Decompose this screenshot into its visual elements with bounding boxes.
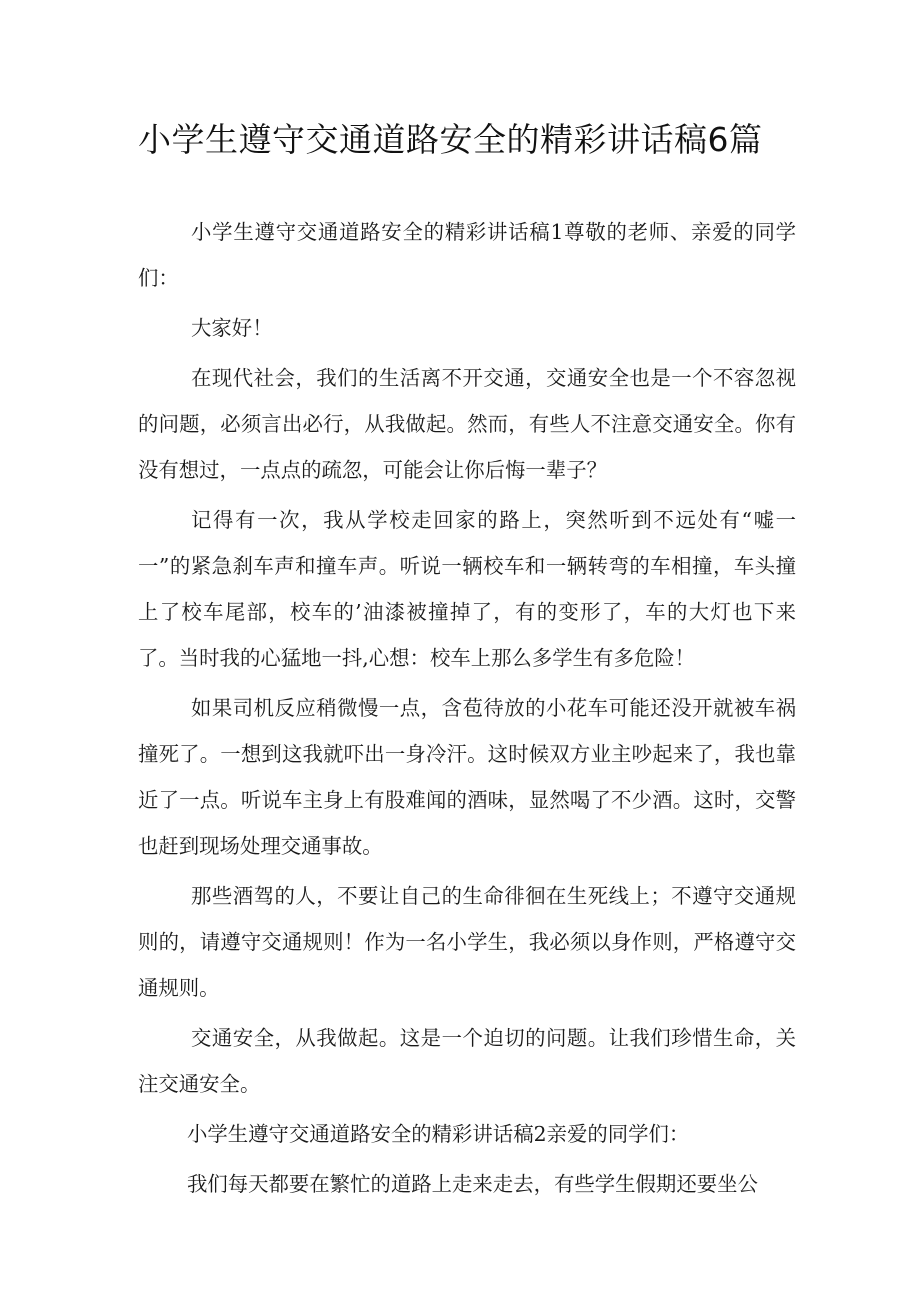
paragraph-4: 记得有一次，我从学校走回家的路上，突然听到不远处有“嘘一一”的紧急刹车声和撞车声。听说一辆校车和一辆转弯的车相撞，车头撞上了校车尾部，校车的’油漆被撞掉了，有的变形了，车的大灯也下来了。当时我的心猛地一抖,心想：校车上那么多学生有多危险！ bbox=[138, 508, 796, 670]
paragraph-2: 大家好！ bbox=[191, 316, 273, 340]
document-title: 小学生遵守交通道路安全的精彩讲话稿6篇 bbox=[138, 120, 763, 159]
document-body bbox=[138, 209, 796, 1211]
paragraph-7: 交通安全，从我做起。这是一个迫切的问题。让我们珍惜生命，关注交通安全。 bbox=[138, 1026, 796, 1096]
paragraph-8: 小学生遵守交通道路安全的精彩讲话稿2亲爱的同学们： bbox=[186, 1122, 690, 1146]
paragraph-3: 在现代社会，我们的生活离不开交通，交通安全也是一个不容忽视的问题，必须言出必行，从我做起。然而，有些人不注意交通安全。你有没有想过，一点点的疏忽，可能会让你后悔一辈子？ bbox=[138, 366, 796, 482]
paragraph-6: 那些酒驾的人，不要让自己的生命徘徊在生死线上；不遵守交通规则的，请遵守交通规则！作为一名小学生，我必须以身作则，严格遵守交通规则。 bbox=[138, 884, 796, 1000]
paragraph-5: 如果司机反应稍微慢一点，含苞待放的小花车可能还没开就被车祸撞死了。一想到这我就吓出一身冷汗。这时候双方业主吵起来了，我也靠近了一点。听说车主身上有股难闻的酒味，显然喝了不少酒。这时，交警也赶到现场处理交通事故。 bbox=[138, 696, 796, 858]
paragraph-9: 我们每天都要在繁忙的道路上走来走去，有些学生假期还要坐公 bbox=[186, 1172, 758, 1196]
paragraph-1: 小学生遵守交通道路安全的精彩讲话稿1尊敬的老师、亲爱的同学们： bbox=[138, 220, 796, 290]
